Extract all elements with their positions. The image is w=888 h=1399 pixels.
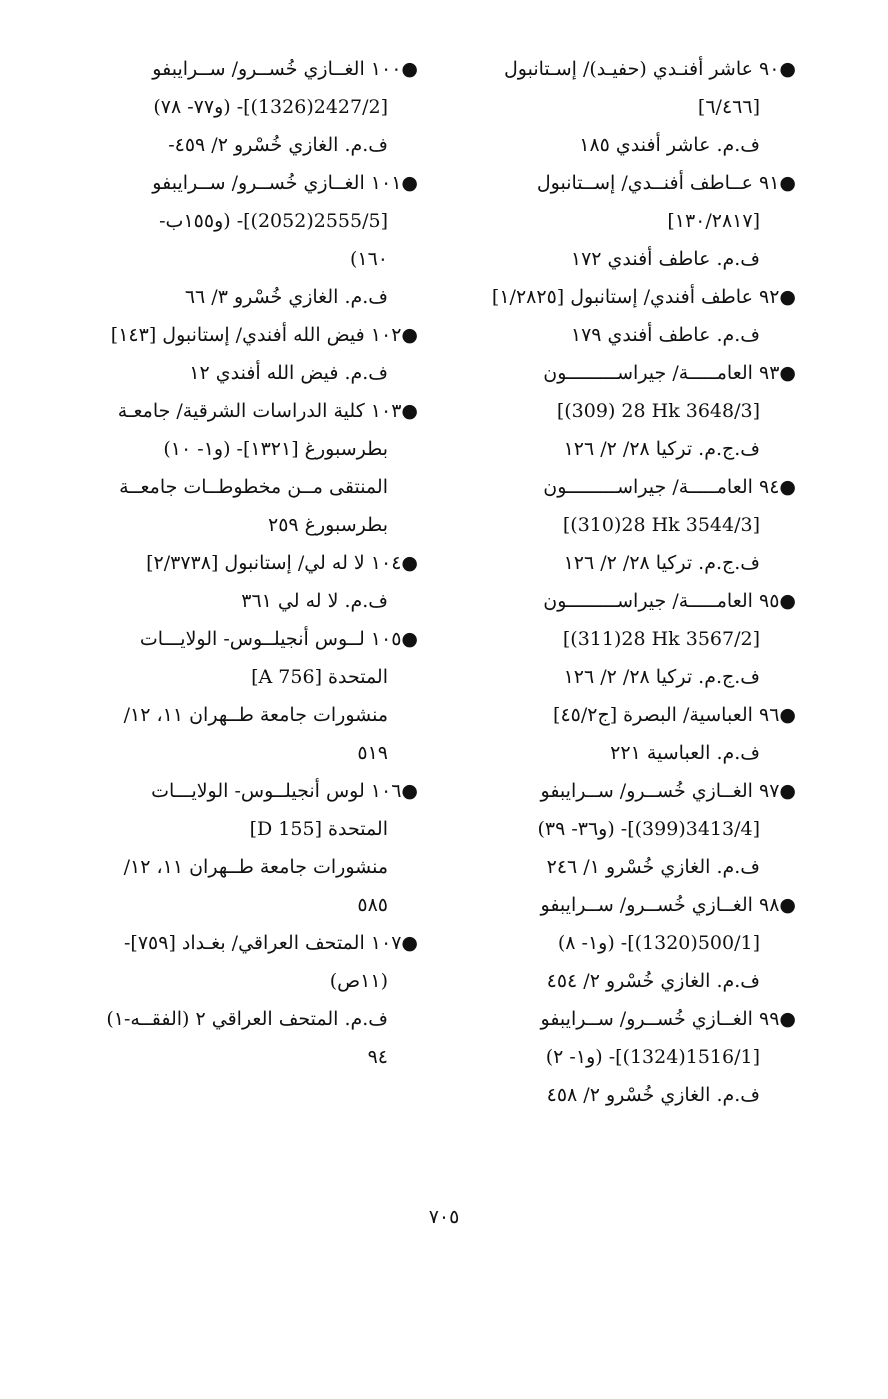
entry-line: ●٩٤ العامـــــة/ جيراســـــــــون (543, 476, 796, 498)
entry-line: ●٩٠ عاشر أفنـدي (حفيـد)/ إسـتانبول (504, 58, 796, 80)
entry-line: ●١٠٤ لا له لي/ إستانبول [٢/٣٧٣٨] (146, 552, 418, 574)
entry-line: ●١٠٦ لوس أنجيلــوس- الولايـــات (151, 780, 418, 802)
entry-line: [(310)28 Hk 3544/3] (562, 514, 760, 536)
entry-line: ف.م. الغازي خُسْرو ٣/ ٦٦ (184, 286, 388, 308)
entry-line: ف.م. الغازي خُسْرو ٢/ ٤٥٤ (546, 970, 760, 992)
entry-line: ف.م. الغازي خُسْرو ٢/ ٤٥٩- (168, 134, 388, 156)
entry-line: [500/1(1320)]- (و١- ٨) (557, 932, 760, 954)
entry-line: [1516/1(1324)]- (و١- ٢) (545, 1046, 760, 1068)
entry-line: ٩٤ (367, 1046, 388, 1068)
entry-line: ١٦٠) (349, 248, 388, 270)
entry-line: ●٩٨ الغــازي خُســرو/ ســرايبفو (540, 894, 796, 916)
entry-line: بطرسبورغ ٢٥٩ (267, 514, 388, 536)
entry-line: ●٩٦ العباسية/ البصرة [ج٤٥/٢] (553, 704, 796, 726)
entry-line: ●١٠٥ لــوس أنجيلــوس- الولايـــات (139, 628, 418, 650)
entry-line: ف.م. عاطف أفندي ١٧٢ (570, 248, 760, 270)
entry-line: ف.م. لا له لي ٣٦١ (241, 590, 388, 612)
entry-line: [١٣٠/٢٨١٧] (667, 210, 760, 232)
page-number: ٧٠٥ (428, 1206, 460, 1228)
entry-line: ●١٠١ الغــازي خُســرو/ ســرايبفو (152, 172, 418, 194)
entry-line: ●١٠٧ المتحف العراقي/ بغـداد [٧٥٩]- (123, 932, 418, 954)
entry-line: المتحدة [D 155] (249, 818, 388, 840)
entry-line: ف.م. الغازي خُسْرو ٢/ ٤٥٨ (546, 1084, 760, 1106)
entry-line: ف.ج.م. تركيا ٢٨/ ٢/ ١٢٦ (563, 552, 760, 574)
right-column (466, 50, 796, 1114)
entry-line: [2427/2(1326)]- (و٧٧- ٧٨) (153, 96, 388, 118)
entry-line: ●٩٩ الغــازي خُســرو/ ســرايبفو (540, 1008, 796, 1030)
entry-line: [٦/٤٦٦] (697, 96, 760, 118)
entry-line: ف.م. عاشر أفندي ١٨٥ (579, 134, 760, 156)
entry-line: (١١ص) (329, 970, 388, 992)
entry-line: ف.م. العباسية ٢٢١ (610, 742, 760, 764)
entry-line: ٥٨٥ (357, 894, 388, 916)
entry-line: منشورات جامعة طــهران ١١، ١٢/ (123, 704, 388, 726)
entry-line: ●١٠٣ كلية الدراسات الشرقية/ جامعـة (117, 400, 418, 422)
entry-line: ٥١٩ (357, 742, 388, 764)
entry-line: ●٩١ عــاطف أفنــدي/ إســتانبول (536, 172, 796, 194)
entry-line: ف.ج.م. تركيا ٢٨/ ٢/ ١٢٦ (563, 666, 760, 688)
entry-line: ف.م. فيض الله أفندي ١٢ (189, 362, 388, 384)
entry-line: ●١٠٢ فيض الله أفندي/ إستانبول [١٤٣] (110, 324, 418, 346)
entry-line: ف.م. الغازي خُسْرو ١/ ٢٤٦ (546, 856, 760, 878)
entry-line: ف.ج.م. تركيا ٢٨/ ٢/ ١٢٦ (563, 438, 760, 460)
entry-line: ف.م. عاطف أفندي ١٧٩ (570, 324, 760, 346)
entry-line: المتحدة [A 756] (251, 666, 388, 688)
entry-line: ●٩٢ عاطف أفندي/ إستانبول [١/٢٨٢٥] (491, 286, 796, 308)
entry-line: ●١٠٠ الغــازي خُســرو/ ســرايبفو (152, 58, 418, 80)
entry-line: بطرسبورغ [١٣٢١]- (و١- ١٠) (163, 438, 388, 460)
entry-line: [(309) 28 Hk 3648/3] (556, 400, 760, 422)
entry-line: ●٩٣ العامـــــة/ جيراســـــــــون (543, 362, 796, 384)
entry-line: ●٩٥ العامـــــة/ جيراســـــــــون (543, 590, 796, 612)
entry-line: [(311)28 Hk 3567/2] (562, 628, 760, 650)
left-column (78, 50, 418, 1076)
entry-line: [3413/4(399)]- (و٣٦- ٣٩) (537, 818, 760, 840)
entry-line: ف.م. المتحف العراقي ٢ (الفقــه-١) (106, 1008, 388, 1030)
entry-line: ●٩٧ الغــازي خُســرو/ ســرايبفو (540, 780, 796, 802)
entry-line: المنتقى مــن مخطوطــات جامعــة (119, 476, 388, 498)
entry-line: [2555/5(2052)]- (و١٥٥ب- (159, 210, 388, 232)
entry-line: منشورات جامعة طــهران ١١، ١٢/ (123, 856, 388, 878)
